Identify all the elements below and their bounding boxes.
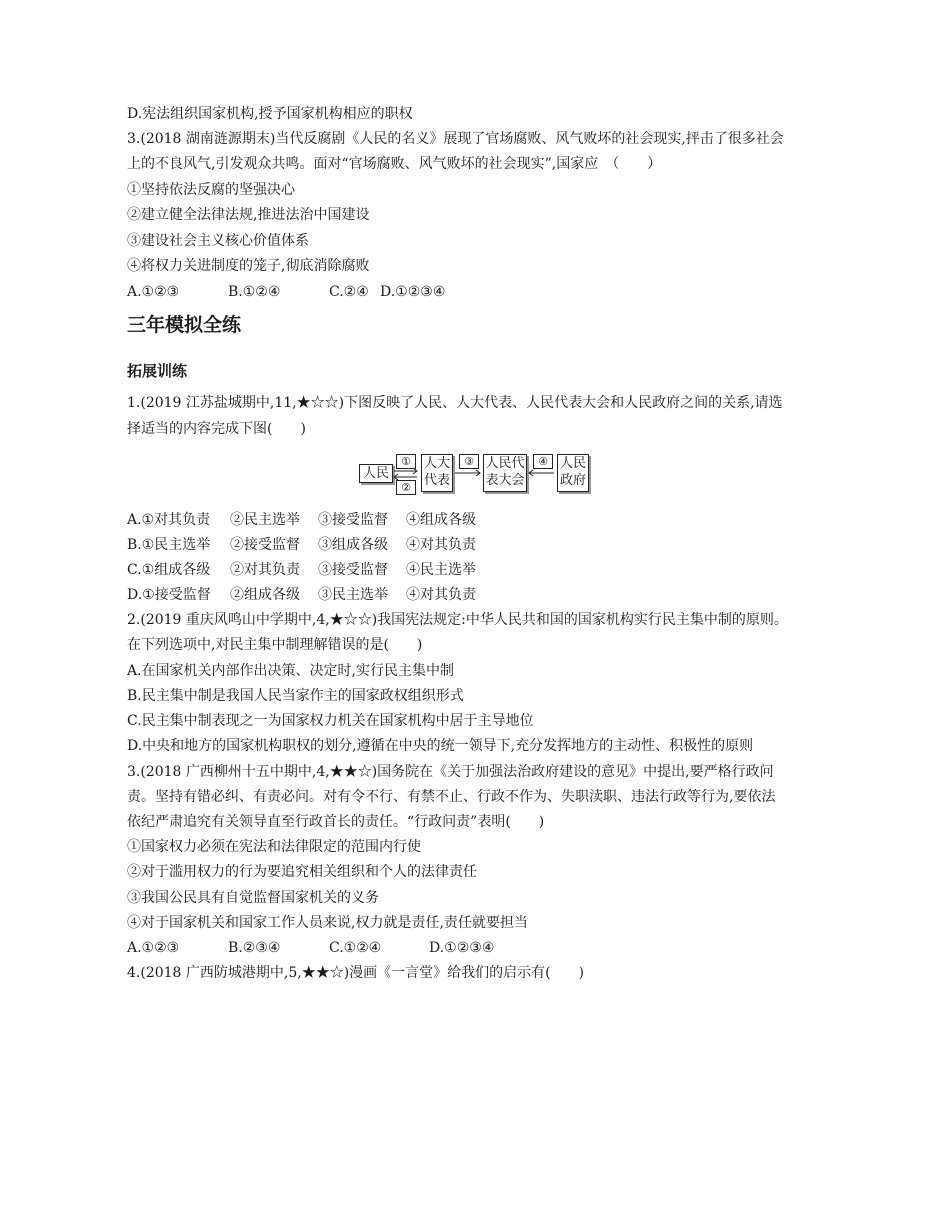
question-3b-item-3: ③我国公民具有自觉监督国家机关的义务 — [127, 890, 379, 906]
question-4-stem-line-1: 4.(2018 广西防城港期中,5,★★☆)漫画《一言堂》给我们的启示有( ) — [127, 965, 585, 981]
right-arrow-icon — [454, 469, 482, 477]
prev-question-option-d: D.宪法组织国家机构,授予国家机构相应的职权 — [127, 106, 413, 122]
question-3-stem-line-2: 上的不良风气,引发观众共鸣。面对“官场腐败、风气败坏的社会现实”,国家应 （ ） — [127, 156, 662, 172]
question-1-option-c-part-4: ④民主选举 — [406, 562, 476, 578]
question-3-option-c: C.②④ — [329, 284, 369, 300]
question-1-option-b-part-2: ②接受监督 — [230, 537, 300, 553]
diagram-box-government: 人民政府 — [557, 454, 589, 492]
question-3b-stem-line-1: 3.(2018 广西柳州十五中期中,4,★★☆)国务院在《关于加强法治政府建设的意见》中提出,要严格行政问 — [127, 764, 774, 780]
double-arrow-icon — [392, 468, 420, 480]
question-1-option-c-part-3: ③接受监督 — [318, 562, 388, 578]
diagram-box-people: 人民 — [359, 464, 393, 483]
question-3-option-b: B.①②④ — [228, 284, 281, 300]
question-2-option-d: D.中央和地方的国家机构职权的划分,遵循在中央的统一领导下,充分发挥地方的主动性、积极性的原则 — [127, 738, 754, 754]
question-2-option-b: B.民主集中制是我国人民当家作主的国家政权组织形式 — [127, 688, 464, 704]
question-3b-option-d: D.①②③④ — [429, 940, 495, 956]
question-1-option-a-part-1: A.①对其负责 — [127, 512, 211, 528]
diagram-box-congress: 人民代表大会 — [483, 454, 527, 492]
question-1-option-b-part-1: B.①民主选举 — [127, 537, 211, 553]
question-3-item-1: ①坚持依法反腐的坚强决心 — [127, 182, 295, 198]
question-1-option-c-part-1: C.①组成各级 — [127, 562, 211, 578]
question-2-stem-line-2: 在下列选项中,对民主集中制理解错误的是( ) — [127, 637, 423, 653]
question-1-option-d-part-1: D.①接受监督 — [127, 587, 211, 603]
question-1-option-a-part-2: ②民主选举 — [230, 512, 300, 528]
question-3b-stem-line-2: 责。坚持有错必纠、有责必问。对有令不行、有禁不止、行政不作为、失职渎职、违法行政等行为,要依法 — [127, 789, 776, 805]
question-3-item-4: ④将权力关进制度的笼子,彻底消除腐败 — [127, 258, 370, 274]
question-2-option-a: A.在国家机关内部作出决策、决定时,实行民主集中制 — [127, 663, 455, 679]
question-3-option-a: A.①②③ — [127, 284, 180, 300]
diagram-box-npc-deputies: 人大代表 — [421, 454, 453, 492]
question-3-stem-line-1: 3.(2018 湖南涟源期末)当代反腐剧《人民的名义》展现了官场腐败、风气败坏的社会现实,抨击了很多社会 — [127, 131, 784, 147]
diagram-marker-4: ④ — [533, 454, 553, 469]
question-1-option-b-part-3: ③组成各级 — [318, 537, 388, 553]
question-1-option-a-part-3: ③接受监督 — [318, 512, 388, 528]
section-title: 三年模拟全练 — [127, 314, 242, 336]
question-3b-stem-line-3: 依纪严肃追究有关领导直至行政首长的责任。“行政问责”表明( ) — [127, 814, 545, 830]
diagram-marker-3: ③ — [459, 454, 479, 469]
question-3b-option-b: B.②③④ — [228, 940, 281, 956]
question-3-item-3: ③建设社会主义核心价值体系 — [127, 233, 309, 249]
diagram-marker-2: ② — [396, 480, 416, 495]
question-2-option-c: C.民主集中制表现之一为国家权力机关在国家机构中居于主导地位 — [127, 713, 534, 729]
question-1-option-d-part-3: ③民主选举 — [318, 587, 388, 603]
question-3-option-d: D.①②③④ — [380, 284, 446, 300]
question-1-option-d-part-2: ②组成各级 — [230, 587, 300, 603]
question-2-stem-line-1: 2.(2019 重庆风鸣山中学期中,4,★☆☆)我国宪法规定:中华人民共和国的国家机构实行民主集中制的原则。 — [127, 612, 788, 628]
question-1-option-b-part-4: ④对其负责 — [406, 537, 476, 553]
diagram-marker-1: ① — [396, 454, 416, 469]
question-3-item-2: ②建立健全法律法规,推进法治中国建设 — [127, 207, 370, 223]
question-1-option-a-part-4: ④组成各级 — [406, 512, 476, 528]
question-3b-option-a: A.①②③ — [127, 940, 180, 956]
question-3b-item-1: ①国家权力必须在宪法和法律限定的范围内行使 — [127, 839, 421, 855]
question-3b-item-2: ②对于滥用权力的行为要追究相关组织和个人的法律责任 — [127, 864, 477, 880]
question-3b-item-4: ④对于国家机关和国家工作人员来说,权力就是责任,责任就要担当 — [127, 915, 528, 931]
question-1-option-c-part-2: ②对其负责 — [230, 562, 300, 578]
relationship-diagram — [355, 448, 595, 498]
question-1-stem-line-2: 择适当的内容完成下图( ) — [127, 421, 306, 437]
left-arrow-icon — [527, 469, 555, 477]
question-3b-option-c: C.①②④ — [329, 940, 382, 956]
question-1-stem-line-1: 1.(2019 江苏盐城期中,11,★☆☆)下图反映了人民、人大代表、人民代表大会和人民政府之间的关系,请选 — [127, 395, 783, 411]
subsection-title: 拓展训练 — [127, 362, 188, 380]
question-1-option-d-part-4: ④对其负责 — [406, 587, 476, 603]
